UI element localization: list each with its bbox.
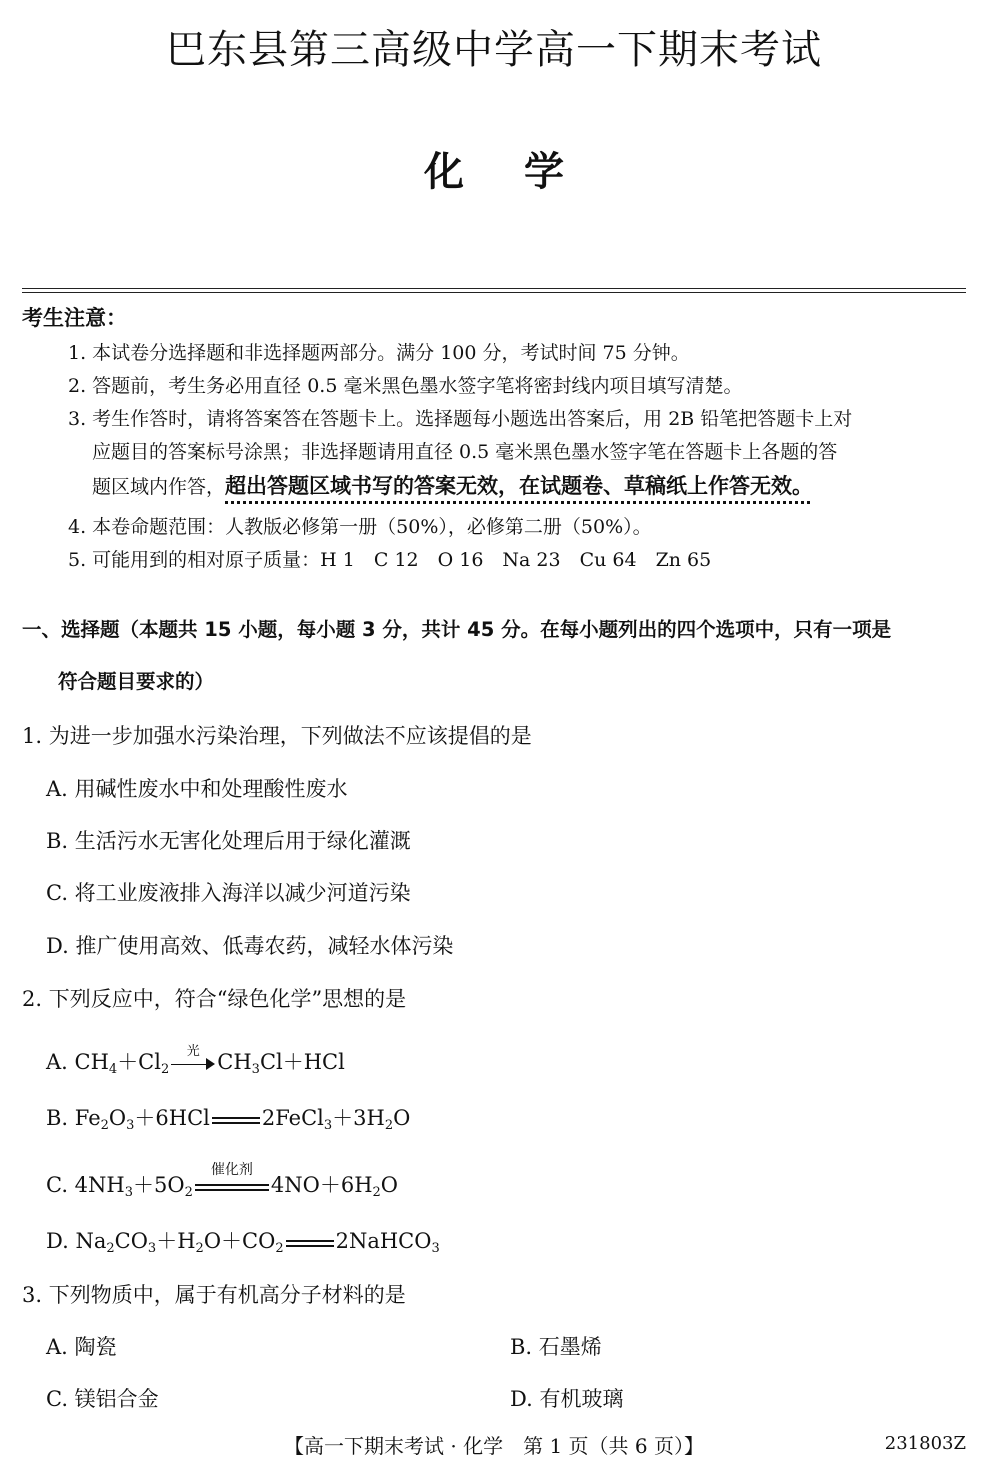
question-3-option-d: D. 有机玻璃 bbox=[510, 1387, 624, 1411]
notice-item-4: 4. 本卷命题范围：人教版必修第一册（50%），必修第二册（50%）。 bbox=[68, 516, 652, 538]
exam-title: 巴东县第三高级中学高一下期末考试 bbox=[166, 27, 822, 73]
page-footer: 【高一下期末考试 · 化学 第 1 页（共 6 页）】 bbox=[284, 1434, 704, 1458]
question-2-option-b: B. $Fe_2O_3+6HCl$ $2FeCl_3+3H_2O$ bbox=[46, 1106, 411, 1133]
notice-item-3-cont: 应题目的答案标号涂黑；非选择题请用直径 0.5 毫米黑色墨水签字笔在答题卡上各题的答 bbox=[92, 441, 838, 463]
question-1-option-c: C. 将工业废液排入海洋以减少河道污染 bbox=[46, 881, 411, 905]
question-3-option-c: C. 镁铝合金 bbox=[46, 1387, 159, 1411]
paper-code: 231803Z bbox=[884, 1433, 966, 1454]
question-2-option-d: D. $Na_2CO_3+H_2O+CO_2$ 2NaHCO$_3$ bbox=[46, 1229, 440, 1256]
question-1-option-d: D. 推广使用高效、低毒农药，减轻水体污染 bbox=[46, 934, 454, 958]
notice-item-3: 3. 考生作答时，请将答案答在答题卡上。选择题每小题选出答案后，用 2B 铅笔把答题卡上对 bbox=[68, 408, 853, 430]
question-3-option-b: B. 石墨烯 bbox=[510, 1335, 602, 1359]
section-heading-cont: 符合题目要求的） bbox=[58, 670, 215, 693]
subject-title: 化学 bbox=[424, 148, 624, 195]
reaction-arrow bbox=[171, 1043, 215, 1074]
question-2-stem: 2. 下列反应中，符合“绿色化学”思想的是 bbox=[22, 987, 407, 1011]
section-heading: 一、选择题（本题共 15 小题，每小题 3 分，共计 45 分。在每小题列出的四个选项中，只有一项是 bbox=[22, 618, 892, 641]
question-3-option-a: A. 陶瓷 bbox=[46, 1335, 117, 1359]
reaction-condition: 催化剂 bbox=[210, 1161, 253, 1178]
divider-line bbox=[22, 288, 966, 289]
divider-line bbox=[22, 292, 966, 293]
notice-item-5: 5. 可能用到的相对原子质量：H 1 C 12 O 16 Na 23 Cu 64 Zn 65 bbox=[68, 549, 712, 571]
notice-heading: 考生注意： bbox=[22, 305, 127, 330]
equals-sign bbox=[286, 1233, 334, 1253]
reaction-condition: 光 bbox=[186, 1043, 200, 1059]
notice-item-3-text: 题区域内作答， bbox=[92, 476, 226, 498]
question-2-option-a: A. $CH_4+Cl_2$ 光 $CH_3Cl+HCl$ bbox=[46, 1046, 345, 1077]
equals-sign-with-catalyst bbox=[195, 1161, 269, 1197]
notice-emphasis: 超出答题区域书写的答案无效，在试题卷、草稿纸上作答无效。 bbox=[225, 474, 814, 498]
notice-item-2: 2. 答题前，考生务必用直径 0.5 毫米黑色墨水签字笔将密封线内项目填写清楚。 bbox=[68, 375, 743, 397]
question-1-option-a: A. 用碱性废水中和处理酸性废水 bbox=[46, 777, 348, 801]
question-1-stem: 1. 为进一步加强水污染治理，下列做法不应该提倡的是 bbox=[22, 724, 532, 748]
question-2-option-c: C. $4NH_3+5O_2$ 催化剂 $4NO+6H_2O$ bbox=[46, 1169, 398, 1200]
notice-item-3-cont2 bbox=[92, 470, 813, 500]
notice-item-1: 1. 本试卷分选择题和非选择题两部分。满分 100 分，考试时间 75 分钟。 bbox=[68, 342, 690, 364]
equals-sign bbox=[212, 1110, 260, 1130]
question-1-option-b: B. 生活污水无害化处理后用于绿化灌溉 bbox=[46, 829, 411, 853]
question-3-stem: 3. 下列物质中，属于有机高分子材料的是 bbox=[22, 1283, 406, 1307]
